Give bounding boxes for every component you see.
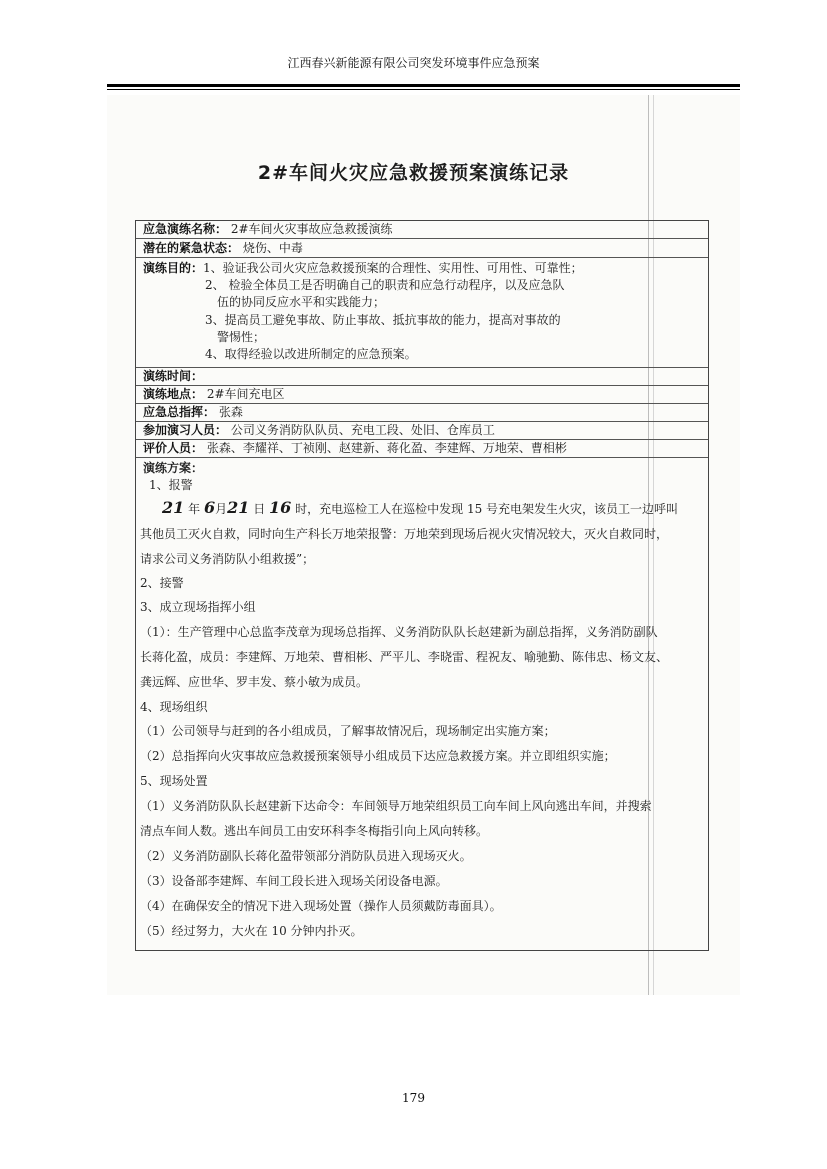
row-purpose [136,258,708,368]
plan-step-heading: 2、接警 [140,576,184,590]
evaluators-value: 张森、李耀祥、丁祯刚、赵建新、蒋化盈、李建辉、万地荣、曹相彬 [206,441,567,455]
drill-record-table [135,220,709,951]
handwritten-hour: 16 [269,498,292,517]
plan-text: （2）总指挥向火灾事故应急救援预案领导小组成员下达应急救援方案。并立即组织实施； [140,749,616,763]
drill-name-value: 2#车间火灾事故应急救援演练 [230,222,393,236]
commander-value: 张森 [218,405,243,419]
plan-text: 年 [188,502,201,516]
plan-step-heading: 3、成立现场指挥小组 [140,600,256,614]
row-drill-name [136,221,708,239]
plan-label: 演练方案： [143,461,204,475]
handwritten-day: 21 [227,498,250,517]
purpose-label: 演练目的： [143,261,204,275]
plan-step-heading: 4、现场组织 [140,700,208,714]
row-drill-time [136,368,708,386]
emergency-state-value: 烧伤、中毒 [242,241,303,255]
row-commander [136,404,708,422]
purpose-line: 2、 检验全体员工是否明确自己的职责和应急行动程序，以及应急队 [205,278,565,293]
plan-text: 日 [253,502,266,516]
evaluators-label: 评价人员： [143,441,204,455]
form-title: 2#车间火灾应急救援预案演练记录 [257,162,570,184]
purpose-line: 3、提高员工避免事故、防止事故、抵抗事故的能力，提高对事故的 [205,312,561,327]
plan-text: 其他员工灭火自救，同时向生产科长万地荣报警：万地荣到现场后视火灾情况较大，灭火自救同时， [140,527,669,541]
header-rule [107,84,740,87]
purpose-line: 伍的协同反应水平和实践能力； [217,295,386,310]
participants-value: 公司义务消防队队员、充电工段、处旧、仓库员工 [230,423,495,437]
row-emergency-state [136,239,708,258]
emergency-state-label: 潜在的紧急状态： [143,241,240,255]
row-drill-location [136,386,708,404]
row-participants [136,422,708,440]
page-number: 179 [402,1091,425,1105]
row-evaluators [136,440,708,458]
drill-time-label: 演练时间： [143,369,204,383]
plan-text: （1）义务消防队队长赵建新下达命令：车间领导万地荣组织员工向车间上风向逃出车间，并搜索 [140,799,652,813]
plan-text: 时，充电巡检工人在巡检中发现 15 号充电架发生火灾，该员工一边呼叫 [295,502,679,516]
handwritten-month: 6 [203,498,216,517]
plan-step-heading: 5、现场处置 [140,774,208,788]
plan-text: 长蒋化盈，成员：李建辉、万地荣、曹相彬、严平儿、李晓雷、程祝友、喻驰勤、陈伟忠、杨文友、 [140,650,669,664]
plan-text: （5）经过努力，大火在 10 分钟内扑灭。 [140,924,363,938]
running-header: 江西春兴新能源有限公司突发环境事件应急预案 [287,56,540,70]
drill-name-label: 应急演练名称： [143,222,228,236]
purpose-line: 1、验证我公司火灾应急救援预案的合理性、实用性、可用性、可靠性； [203,261,583,275]
plan-text: （4）在确保安全的情况下进入现场处置（操作人员须戴防毒面具）。 [140,899,502,913]
handwritten-year: 21 [162,498,185,517]
plan-text: 清点车间人数。逃出车间员工由安环科李冬梅指引向上风向转移。 [140,824,489,838]
participants-label: 参加演习人员： [143,423,228,437]
drill-location-value: 2#车间充电区 [206,387,285,401]
plan-text: （3）设备部李建辉、车间工段长进入现场关闭设备电源。 [140,874,448,888]
plan-text: 请求公司义务消防队小组救援”； [140,552,315,566]
plan-text: （2）义务消防副队长蒋化盈带领部分消防队员进入现场灭火。 [140,849,472,863]
purpose-line: 警惕性； [217,329,266,344]
plan-paragraph-alarm [162,498,678,517]
plan-step-heading: 1、报警 [149,478,193,492]
commander-label: 应急总指挥： [143,405,216,419]
purpose-line: 4、取得经验以改进所制定的应急预案。 [205,347,417,362]
header-rule-thin [107,89,740,90]
plan-text: （1）公司领导与赶到的各小组成员，了解事故情况后，现场制定出实施方案； [140,724,556,738]
plan-text: （1）：生产管理中心总监李茂章为现场总指挥、义务消防队队长赵建新为副总指挥，义务消防副队 [140,625,658,639]
plan-text: 龚远辉、应世华、罗丰发、蔡小敏为成员。 [140,675,369,689]
drill-location-label: 演练地点： [143,387,204,401]
plan-text: 月 [215,502,228,516]
purpose-block [143,260,583,363]
